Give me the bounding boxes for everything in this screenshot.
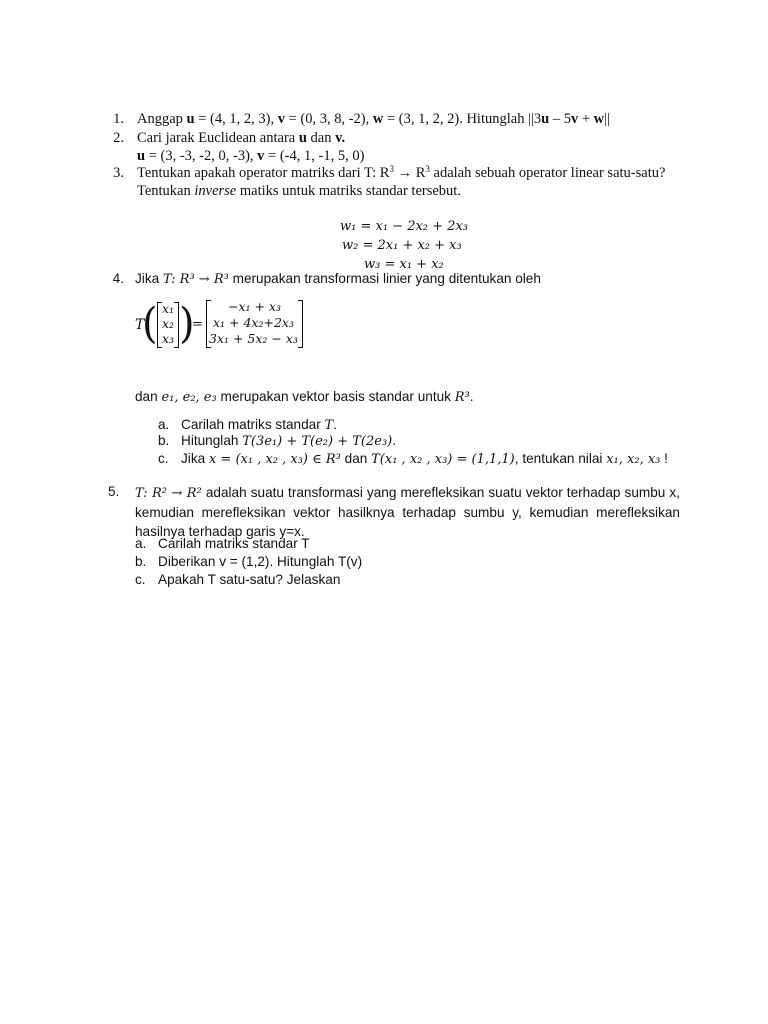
output-vector-right-bracket <box>298 300 303 348</box>
problem-text: Anggap u = (4, 1, 2, 3), v = (0, 3, 8, -2), w = (3, 1, 2, 2). Hitunglah ||3u – 5v + w|| <box>137 111 610 127</box>
subquestion-label: b. <box>135 554 147 569</box>
left-paren: ( <box>142 299 158 349</box>
problem-number: 4. <box>112 271 124 286</box>
subquestion-text: Hitunglah T(3e₁) + T(e₂) + T(2e₃). <box>181 433 397 449</box>
problem-number: 2. <box>113 130 124 146</box>
input-vector-x2: x₂ <box>162 316 175 331</box>
subquestion-text: Diberikan v = (1,2). Hitunglah T(v) <box>158 554 363 569</box>
equation-w2: w₂ = 2x₁ + x₂ + x₃ <box>342 238 462 253</box>
subquestion-label: a. <box>158 417 170 432</box>
output-vector-row1: −x₁ + x₃ <box>228 299 282 314</box>
output-vector-row3: 3x₁ + 5x₂ − x₃ <box>209 331 298 346</box>
input-vector-x3: x₃ <box>162 331 175 346</box>
equals-sign: = <box>192 317 203 332</box>
subquestion-text: Carilah matriks standar T <box>158 536 310 551</box>
problem-text-line2: u = (3, -3, -2, 0, -3), v = (-4, 1, -1, 5, 0) <box>137 148 365 164</box>
subquestion-text: Apakah T satu-satu? Jelaskan <box>158 572 341 587</box>
problem-5-number: 5. <box>108 484 120 499</box>
equation-w3: w₃ = x₁ + x₂ <box>364 257 444 272</box>
subquestion-text: Carilah matriks standar T. <box>181 417 337 433</box>
problem-text: Jika T: R³ → R³ merupakan transformasi linier yang ditentukan oleh <box>135 271 541 287</box>
problem-text-line1: Tentukan apakah operator matriks dari T: $R^3 \to R^3$ adalah sebuah operator linear satu-satu? <box>137 164 666 181</box>
subquestion-label: c. <box>158 451 169 466</box>
right-paren: ) <box>179 299 195 349</box>
subquestion-label: b. <box>158 433 170 448</box>
problem-number: 3. <box>113 165 124 181</box>
subquestion-label: c. <box>135 572 146 587</box>
equation-w1: w₁ = x₁ − 2x₂ + 2x₃ <box>340 219 468 234</box>
arrow-icon: → <box>393 165 416 181</box>
basis-statement: dan e₁, e₂, e₃ merupakan vektor basis standar untuk R³. <box>135 389 474 405</box>
subquestion-text: Jika x = (x₁ , x₂ , x₃) ∈ R³ dan T(x₁ , x₂ , x₃) = (1,1,1), tentukan nilai x₁, x₂, x₃ ! <box>181 451 668 467</box>
subquestion-label: a. <box>135 536 147 551</box>
transform-symbol: T <box>135 317 145 333</box>
input-vector-x1: x₁ <box>162 301 175 316</box>
problem-number: 1. <box>113 111 124 127</box>
problem-text-line1: Cari jarak Euclidean antara u dan v. <box>137 130 346 146</box>
problem-5-text: T: R² → R² adalah suatu transformasi yang merefleksikan suatu vektor terhadap sumbu x, kemudian merefleksikan vektor hasilknya terhadap sumbu y, kemudian merefleksikan hasilnya terhadap garis y=x. <box>135 485 680 539</box>
problem-text-line2: Tentukan inverse matiks untuk matriks standar tersebut. <box>137 183 461 199</box>
output-vector-row2: x₁ + 4x₂+2x₃ <box>213 315 294 330</box>
